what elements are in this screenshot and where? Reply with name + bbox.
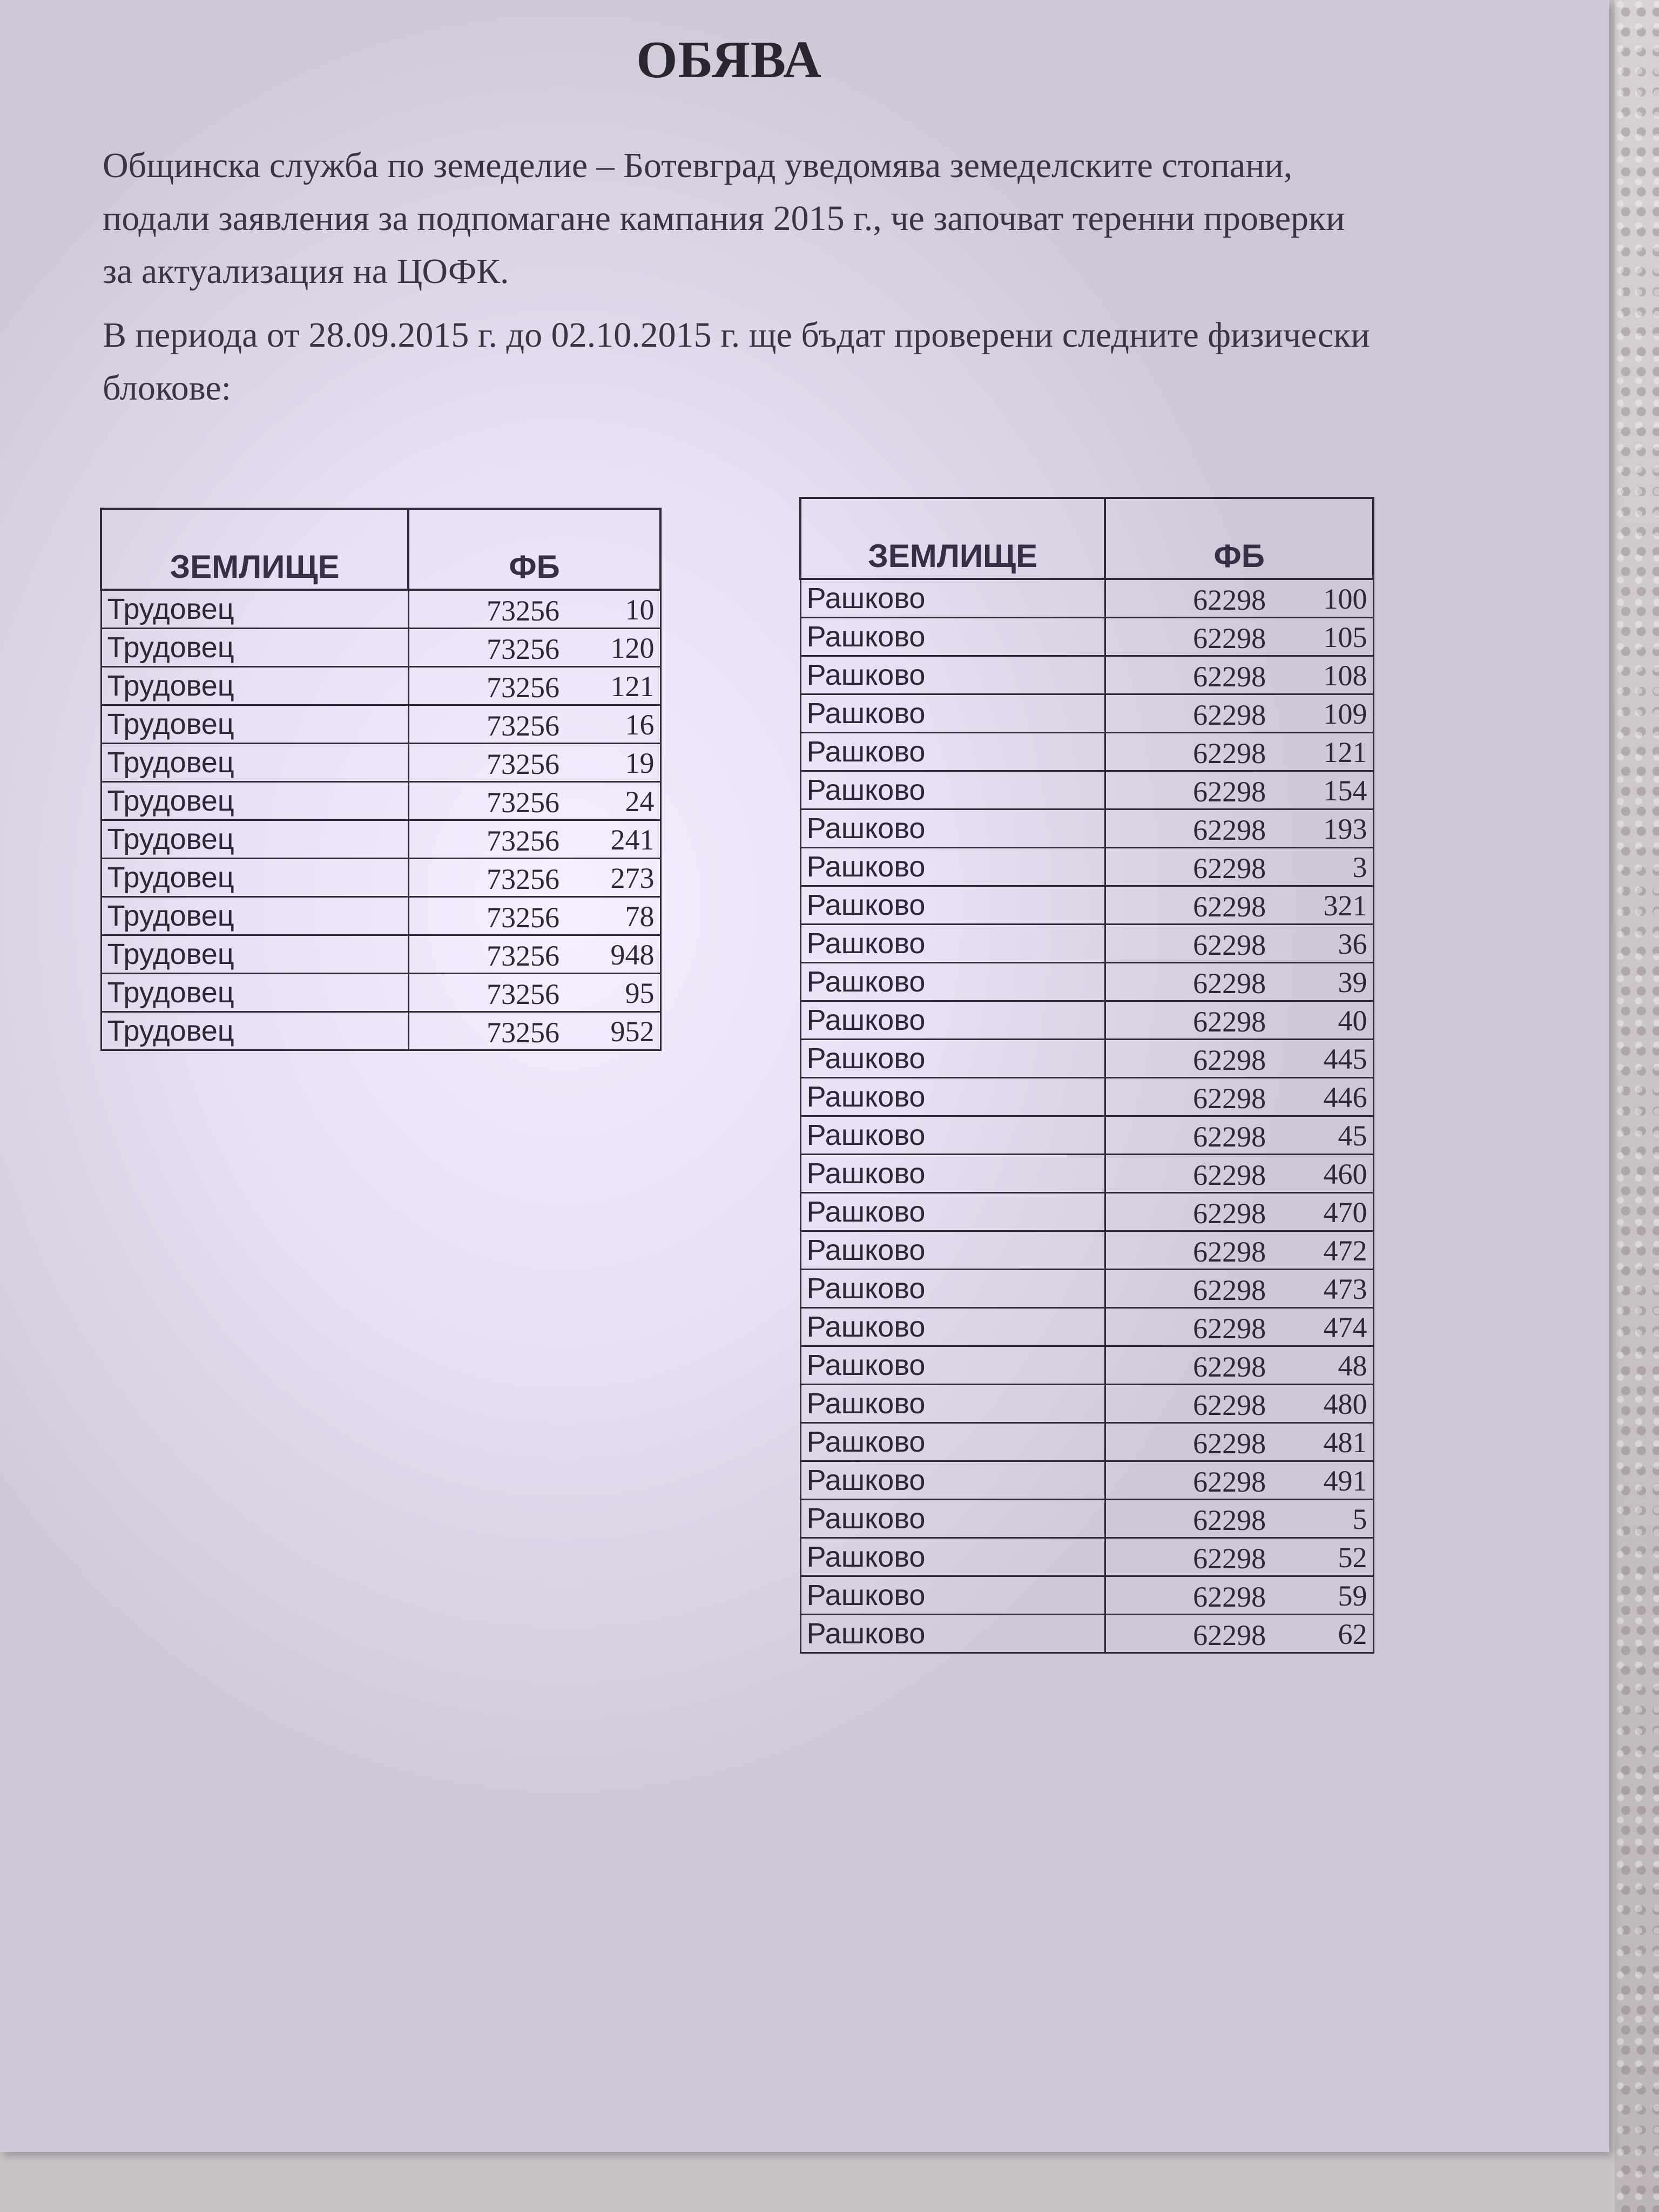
cell-zemlishte: Рашково [800,656,1105,694]
fb-code: 73256 [486,825,559,857]
table-row [101,820,660,859]
cell-zemlishte: Трудовец [101,744,408,782]
table-row [101,897,660,935]
cell-zemlishte: Рашково [800,1270,1105,1308]
table-row [101,1012,660,1050]
table-row [800,886,1373,925]
fb-code: 62298 [1193,1542,1266,1575]
table-row [800,1500,1373,1538]
fb-code: 73256 [486,978,559,1010]
cell-zemlishte: Рашково [800,1001,1105,1040]
table-body-right [800,579,1373,1653]
fb-code: 62298 [1193,814,1266,846]
fb-number: 52 [1338,1541,1367,1574]
cell-fb [1105,925,1373,963]
table-row [800,1576,1373,1615]
fb-code: 62298 [1193,1082,1266,1115]
table-row [800,925,1373,963]
fb-number: 100 [1323,583,1367,615]
fb-code: 62298 [1193,929,1266,961]
fb-code: 73256 [486,901,559,934]
cell-fb [1105,963,1373,1001]
cell-fb [1105,1615,1373,1653]
cell-fb [408,782,660,820]
header-fb: ФБ [408,509,660,590]
table-row [800,656,1373,694]
fb-number: 154 [1323,774,1367,807]
header-fb: ФБ [1105,498,1373,579]
table-body-left [101,590,660,1050]
cell-fb [408,590,660,629]
intro-paragraph: Общинска служба по земеделие – Ботевград уведомява земеделските стопани, подали заявления за подпомагане кампания 2015 г., че започват теренни проверки за актуализация на ЦОФК. [103,146,1345,291]
fb-number: 472 [1323,1235,1367,1267]
fb-code: 73256 [486,595,559,627]
fb-number: 474 [1323,1311,1367,1344]
table-row [800,1308,1373,1346]
fb-code: 62298 [1193,737,1266,770]
fb-number: 273 [610,862,655,894]
fb-code: 73256 [486,748,559,780]
fb-code: 73256 [486,940,559,972]
fb-number: 48 [1338,1350,1367,1382]
cell-fb [408,705,660,744]
cell-zemlishte: Трудовец [101,974,408,1012]
fb-number: 446 [1323,1081,1367,1114]
cell-fb [408,935,660,974]
cell-zemlishte: Рашково [800,733,1105,771]
fb-number: 16 [625,709,655,741]
fb-number: 491 [1323,1465,1367,1497]
cell-zemlishte: Трудовец [101,859,408,897]
cell-zemlishte: Рашково [800,1461,1105,1500]
cell-fb [1105,1346,1373,1385]
fb-number: 193 [1323,813,1367,845]
cell-zemlishte: Рашково [800,1116,1105,1155]
fb-number: 39 [1338,966,1367,999]
cell-fb [1105,1423,1373,1461]
fb-number: 460 [1323,1158,1367,1190]
header-zemlishte: ЗЕМЛИЩЕ [101,509,408,590]
fb-code: 73256 [486,786,559,819]
cell-fb [408,974,660,1012]
fb-code: 62298 [1193,852,1266,885]
fb-number: 5 [1352,1503,1367,1535]
table-row [800,771,1373,810]
cell-zemlishte: Рашково [800,694,1105,733]
table-rashkovo [799,497,1374,1654]
fb-code: 62298 [1193,584,1266,616]
fb-code: 62298 [1193,967,1266,1000]
fb-number: 241 [610,824,655,856]
fb-number: 480 [1323,1388,1367,1420]
fb-code: 62298 [1193,891,1266,923]
fb-code: 62298 [1193,1581,1266,1613]
cell-zemlishte: Трудовец [101,705,408,744]
table-row [101,629,660,667]
table-row [800,1231,1373,1270]
cell-fb [1105,1270,1373,1308]
table-row [800,579,1373,618]
cell-fb [1105,733,1373,771]
fb-number: 3 [1352,851,1367,884]
fb-number: 481 [1323,1426,1367,1459]
fb-number: 952 [610,1015,655,1048]
cell-zemlishte: Трудовец [101,629,408,667]
cell-zemlishte: Трудовец [101,820,408,859]
cell-fb [1105,1155,1373,1193]
fb-code: 73256 [486,710,559,742]
cell-zemlishte: Рашково [800,810,1105,848]
fb-number: 321 [1323,889,1367,922]
cell-zemlishte: Рашково [800,579,1105,618]
cell-fb [1105,1001,1373,1040]
table-row [101,590,660,629]
fb-number: 120 [610,632,655,664]
cell-fb [1105,694,1373,733]
table-row [101,744,660,782]
table-row [800,963,1373,1001]
fb-code: 62298 [1193,1044,1266,1076]
cell-fb [1105,1231,1373,1270]
cell-zemlishte: Рашково [800,1308,1105,1346]
cell-zemlishte: Трудовец [101,897,408,935]
table-row [800,1385,1373,1423]
cell-zemlishte: Рашково [800,886,1105,925]
fb-number: 473 [1323,1273,1367,1305]
cell-fb [1105,1576,1373,1615]
table-row [101,667,660,705]
fb-number: 105 [1323,621,1367,653]
cell-zemlishte: Рашково [800,925,1105,963]
cell-zemlishte: Трудовец [101,590,408,629]
period-paragraph: В периода от 28.09.2015 г. до 02.10.2015 г. ще бъдат проверени следните физически блокове: [103,315,1370,408]
fb-code: 62298 [1193,1236,1266,1268]
table-row [800,1423,1373,1461]
cell-zemlishte: Трудовец [101,782,408,820]
fb-code: 62298 [1193,1121,1266,1153]
table-row [800,1615,1373,1653]
fb-code: 62298 [1193,1274,1266,1306]
cell-zemlishte: Трудовец [101,1012,408,1050]
cell-zemlishte: Рашково [800,963,1105,1001]
fb-number: 95 [625,977,655,1009]
fb-number: 59 [1338,1580,1367,1612]
fb-code: 62298 [1193,660,1266,693]
table-row [800,694,1373,733]
cell-zemlishte: Рашково [800,1078,1105,1116]
cell-zemlishte: Рашково [800,1346,1105,1385]
cell-fb [1105,1193,1373,1231]
cell-fb [1105,618,1373,656]
fb-code: 62298 [1193,1159,1266,1191]
fb-code: 62298 [1193,1351,1266,1383]
cell-zemlishte: Рашково [800,1231,1105,1270]
fb-code: 73256 [486,863,559,895]
fb-number: 470 [1323,1196,1367,1229]
cell-fb [1105,1040,1373,1078]
cell-fb [408,744,660,782]
table-row [800,1193,1373,1231]
header-zemlishte: ЗЕМЛИЩЕ [800,498,1105,579]
cell-fb [408,667,660,705]
fb-code: 62298 [1193,1619,1266,1651]
cell-fb [1105,1538,1373,1576]
fb-number: 109 [1323,698,1367,730]
cell-zemlishte: Рашково [800,1385,1105,1423]
table-row [101,974,660,1012]
table-row [800,848,1373,886]
table-row [800,1078,1373,1116]
table-header-row [800,498,1373,579]
cell-zemlishte: Трудовец [101,667,408,705]
fb-number: 36 [1338,928,1367,960]
cell-zemlishte: Рашково [800,1615,1105,1653]
table-row [800,1461,1373,1500]
table-row [800,1155,1373,1193]
cell-fb [1105,848,1373,886]
cell-zemlishte: Рашково [800,1040,1105,1078]
cell-fb [1105,1385,1373,1423]
table-row [101,935,660,974]
page-title: ОБЯВА [636,31,822,89]
fb-number: 10 [625,594,655,626]
cell-fb [1105,656,1373,694]
fb-code: 62298 [1193,1389,1266,1421]
cell-zemlishte: Рашково [800,1193,1105,1231]
table-row [800,1040,1373,1078]
cell-zemlishte: Рашково [800,848,1105,886]
cell-fb [1105,771,1373,810]
fb-code: 62298 [1193,1312,1266,1345]
fb-code: 73256 [486,633,559,665]
fb-number: 121 [1323,736,1367,768]
fb-number: 108 [1323,659,1367,692]
cell-fb [1105,1461,1373,1500]
fb-number: 121 [610,670,655,703]
table-row [800,1270,1373,1308]
cell-fb [408,897,660,935]
cell-fb [1105,1116,1373,1155]
wall-background [1615,0,1659,2212]
cell-fb [1105,1500,1373,1538]
fb-number: 948 [610,939,655,971]
table-row [101,859,660,897]
fb-code: 73256 [486,671,559,704]
cell-fb [408,629,660,667]
cell-fb [1105,1078,1373,1116]
cell-fb [1105,886,1373,925]
fb-code: 62298 [1193,1504,1266,1536]
fb-code: 62298 [1193,1006,1266,1038]
fb-code: 62298 [1193,1427,1266,1460]
cell-zemlishte: Рашково [800,1423,1105,1461]
cell-fb [1105,810,1373,848]
fb-code: 62298 [1193,1466,1266,1498]
cell-zemlishte: Рашково [800,1500,1105,1538]
table-row [800,1001,1373,1040]
table-row [800,733,1373,771]
fb-code: 73256 [486,1016,559,1049]
table-header-row [101,509,660,590]
fb-number: 24 [625,785,655,818]
fb-code: 62298 [1193,699,1266,731]
cell-fb [1105,579,1373,618]
fb-number: 62 [1338,1618,1367,1650]
fb-number: 78 [625,900,655,933]
fb-number: 445 [1323,1043,1367,1075]
cell-fb [408,1012,660,1050]
table-row [800,1116,1373,1155]
fb-code: 62298 [1193,1197,1266,1230]
fb-number: 45 [1338,1120,1367,1152]
fb-number: 40 [1338,1004,1367,1037]
table-row [800,1346,1373,1385]
cell-fb [408,859,660,897]
cell-fb [408,820,660,859]
table-row [800,810,1373,848]
fb-number: 19 [625,747,655,779]
table-row [800,618,1373,656]
table-row [800,1538,1373,1576]
table-row [101,705,660,744]
table-row [101,782,660,820]
table-trudovets [100,508,662,1051]
cell-zemlishte: Рашково [800,1538,1105,1576]
cell-zemlishte: Трудовец [101,935,408,974]
fb-code: 62298 [1193,622,1266,655]
cell-zemlishte: Рашково [800,1155,1105,1193]
cell-fb [1105,1308,1373,1346]
cell-zemlishte: Рашково [800,1576,1105,1615]
cell-zemlishte: Рашково [800,618,1105,656]
fb-code: 62298 [1193,775,1266,808]
cell-zemlishte: Рашково [800,771,1105,810]
